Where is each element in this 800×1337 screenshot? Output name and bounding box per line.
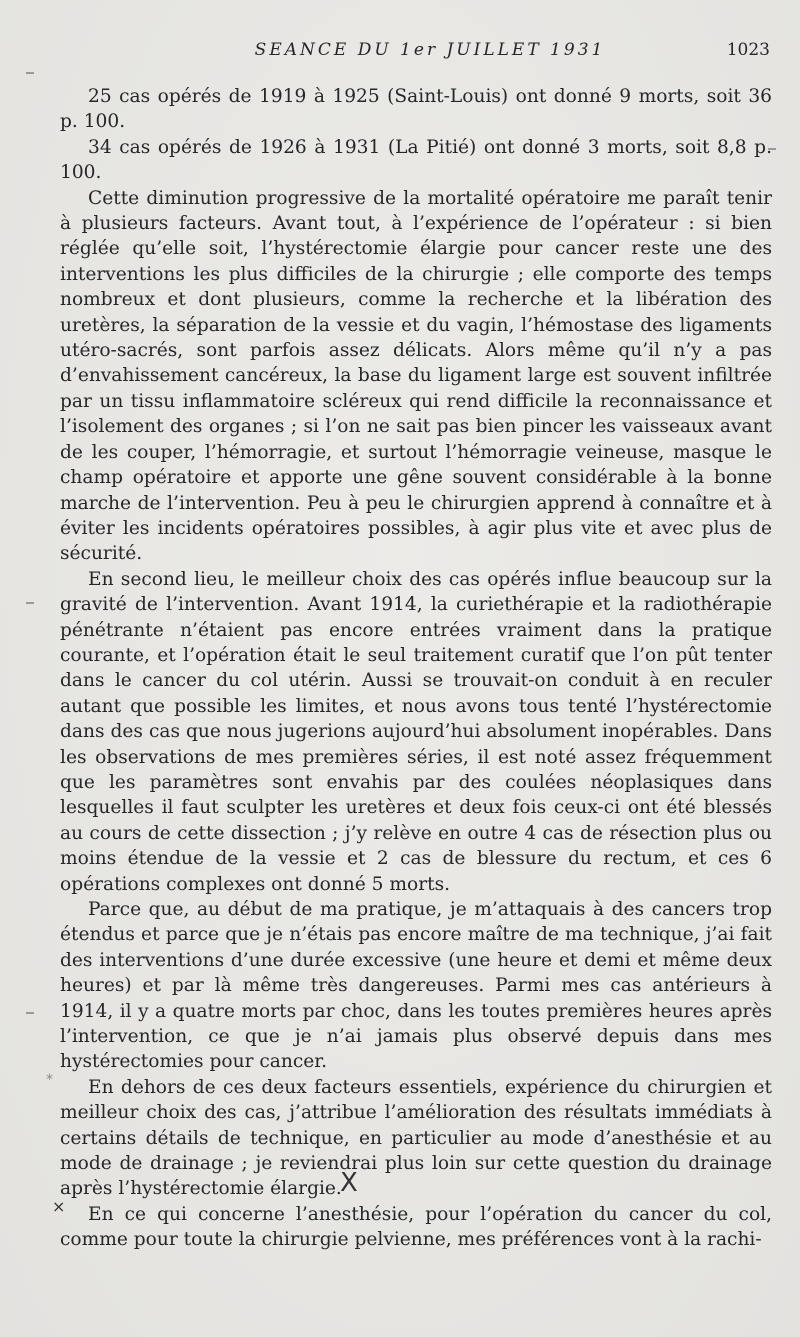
page-number: 1023 (726, 40, 770, 60)
paragraph: 25 cas opérés de 1919 à 1925 (Saint-Louis) ont donné 9 morts, soit 36 p. 100. (60, 86, 772, 133)
margin-dash (26, 602, 34, 604)
handwritten-cross-mark: X (340, 1168, 358, 1198)
paragraph: En dehors de ces deux facteurs essentiels, expérience du chirurgien et meilleur choix des cas, j’attribue l’amélioration des résultats immédiats à certains détails de technique, en particulier au mode d’anesthésie et au mode de drainage ; je reviendrai plus loin sur cette question du drainage après l’hystérectomie élargie. (60, 1076, 772, 1200)
margin-asterisk-mark: * (46, 1072, 53, 1088)
paragraph: Cette diminution progressive de la mortalité opératoire me paraît tenir à plusieurs facteurs. Avant tout, à l’expérience de l’opérateur : si bien réglée qu’elle soit, l’hystérectomie élargie pour cancer reste une des interventions les plus difficiles de la chirurgie ; elle comporte des temps nombreux et dont plusieurs, comme la recherche et la libération des uretères, la séparation de la vessie et du vagin, l’hémostase des ligaments utéro-sacrés, sont parfois assez délicats. Alors même qu’il n’y a pas d’envahissement cancéreux, la base du ligament large est souvent infiltrée par un tissu inflammatoire scléreux qui rend difficile la reconnaissance et l’isolement des organes ; si l’on ne sait pas bien pincer les vaisseaux avant de les couper, l’hémorragie, et surtout l’hémorragie veineuse, masque le champ opératoire et apporte une gêne souvent considérable à la bonne marche de l’intervention. Peu à peu le chirurgien apprend à connaître et à éviter les incidents opératoires possibles, à agir plus vite et avec plus de sécurité. (60, 187, 772, 565)
page-header (60, 34, 770, 64)
paragraph: En second lieu, le meilleur choix des cas opérés influe beaucoup sur la gravité de l’intervention. Avant 1914, la curiethérapie et la radiothérapie pénétrante n’étaient pas encore entrées vraiment dans la pratique courante, et l’opération était le seul traitement curatif que l’on pût tenter dans le cancer du col utérin. Aussi se trouvait-on conduit à en reculer autant que possible les limites, et nous avons tous tenté l’hystérectomie dans des cas que nous jugerions aujourd’hui absolument inopérables. Dans les observations de mes premières séries, il est noté assez fréquemment que les paramètres sont envahis par des coulées néoplasiques dans lesquelles il faut sculpter les uretères et deux fois ceux-ci ont été blessés au cours de cette dissection ; j’y relève en outre 4 cas de résection plus ou moins étendue de la vessie et 2 cas de blessure du rectum, et ces 6 opérations complexes ont donné 5 morts. (60, 568, 772, 895)
margin-dash (26, 72, 34, 74)
margin-dash (26, 1012, 34, 1014)
running-title: SEANCE DU 1er JUILLET 1931 (254, 40, 606, 60)
paragraph: En ce qui concerne l’anesthésie, pour l’opération du cancer du col, comme pour toute la chirurgie pelvienne, mes préférences vont à la rachi- (60, 1203, 772, 1251)
paragraph: 34 cas opérés de 1926 à 1931 (La Pitié) ont donné 3 morts, soit 8,8 p. 100. (60, 136, 772, 184)
margin-x-mark: × (52, 1197, 66, 1216)
body-text (60, 84, 772, 1253)
paragraph: Parce que, au début de ma pratique, je m’attaquais à des cancers trop étendus et parce que je n’étais pas encore maître de ma technique, j’ai fait des interventions d’une durée excessive (une heure et demi et même deux heures) et par là même très dangereuses. Parmi mes cas antérieurs à 1914, il y a quatre morts par choc, dans les toutes premières heures après l’intervention, ce que je n’ai jamais plus observé depuis dans mes hystérectomies pour cancer. (60, 899, 772, 1073)
